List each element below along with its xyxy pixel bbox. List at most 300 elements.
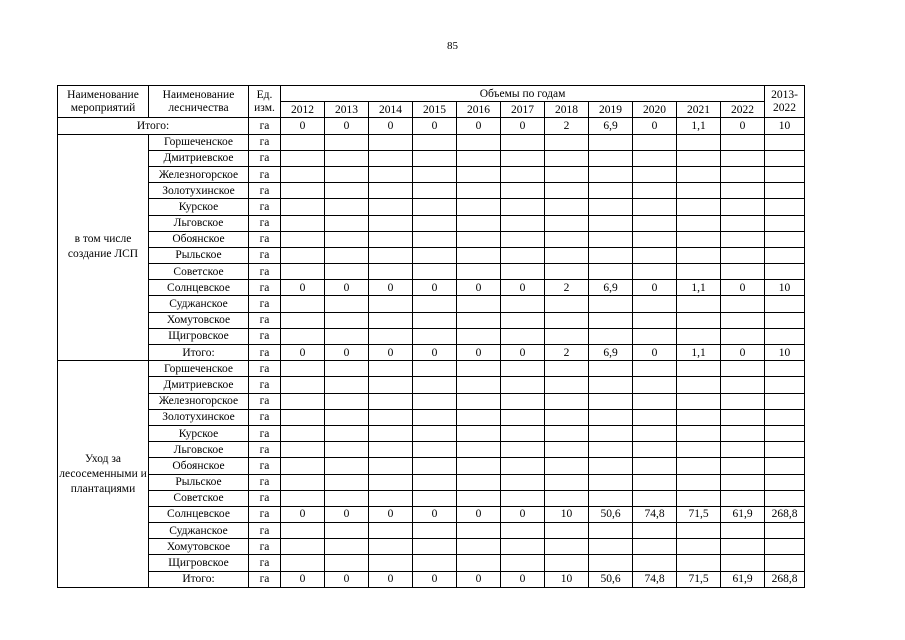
top-total-value-2015: 0	[413, 118, 457, 134]
value-cell-2015	[413, 231, 457, 247]
period-total-cell	[765, 199, 805, 215]
value-cell-2019	[589, 215, 633, 231]
value-cell-2017	[501, 312, 545, 328]
value-cell-2015	[413, 312, 457, 328]
value-cell-2022	[721, 555, 765, 571]
period-total-cell	[765, 442, 805, 458]
value-cell-2021	[677, 199, 721, 215]
value-cell-2017	[501, 199, 545, 215]
unit-cell: га	[249, 539, 281, 555]
value-cell-2019	[589, 312, 633, 328]
value-cell-2021	[677, 555, 721, 571]
table-row	[58, 199, 805, 215]
value-cell-2021	[677, 523, 721, 539]
period-total-cell	[765, 166, 805, 182]
top-total-value-2022: 0	[721, 118, 765, 134]
unit-cell: га	[249, 361, 281, 377]
unit-cell: га	[249, 166, 281, 182]
value-cell-2015	[413, 166, 457, 182]
value-cell-2018	[545, 425, 589, 441]
value-cell-2021	[677, 215, 721, 231]
value-cell-2016	[457, 134, 501, 150]
value-cell-2013	[325, 328, 369, 344]
value-cell-2017	[501, 296, 545, 312]
value-cell-2015	[413, 409, 457, 425]
activity-cell: в том числе создание ЛСП	[58, 134, 149, 361]
value-cell-2019	[589, 377, 633, 393]
value-cell-2015	[413, 539, 457, 555]
value-cell-2018: 2	[545, 345, 589, 361]
value-cell-2016	[457, 183, 501, 199]
value-cell-2019	[589, 442, 633, 458]
value-cell-2013	[325, 166, 369, 182]
value-cell-2015: 0	[413, 571, 457, 587]
value-cell-2019	[589, 393, 633, 409]
value-cell-2020	[633, 247, 677, 263]
table-row	[58, 183, 805, 199]
value-cell-2018	[545, 134, 589, 150]
value-cell-2013: 0	[325, 506, 369, 522]
value-cell-2021	[677, 425, 721, 441]
value-cell-2015	[413, 555, 457, 571]
value-cell-2013	[325, 215, 369, 231]
table-row	[58, 474, 805, 490]
period-total-cell	[765, 409, 805, 425]
forestry-cell: Советское	[149, 490, 249, 506]
forestry-cell: Щигровское	[149, 555, 249, 571]
value-cell-2022	[721, 425, 765, 441]
forestry-cell: Золотухинское	[149, 183, 249, 199]
value-cell-2022	[721, 490, 765, 506]
value-cell-2021	[677, 442, 721, 458]
value-cell-2012	[281, 474, 325, 490]
value-cell-2022: 0	[721, 345, 765, 361]
top-total-label: Итого:	[58, 118, 249, 134]
value-cell-2018	[545, 247, 589, 263]
value-cell-2022	[721, 166, 765, 182]
value-cell-2017	[501, 539, 545, 555]
value-cell-2020	[633, 523, 677, 539]
forestry-cell: Железногорское	[149, 166, 249, 182]
value-cell-2022	[721, 134, 765, 150]
value-cell-2013	[325, 425, 369, 441]
forestry-cell: Рыльское	[149, 247, 249, 263]
value-cell-2017: 0	[501, 280, 545, 296]
value-cell-2017	[501, 442, 545, 458]
header-volumes-by-year: Объемы по годам	[281, 86, 765, 102]
period-total-cell	[765, 523, 805, 539]
value-cell-2017	[501, 134, 545, 150]
unit-cell: га	[249, 425, 281, 441]
value-cell-2018	[545, 555, 589, 571]
value-cell-2014	[369, 377, 413, 393]
value-cell-2020	[633, 166, 677, 182]
value-cell-2018	[545, 166, 589, 182]
value-cell-2019	[589, 458, 633, 474]
value-cell-2020: 74,8	[633, 571, 677, 587]
value-cell-2021	[677, 393, 721, 409]
period-total-cell: 268,8	[765, 571, 805, 587]
value-cell-2017	[501, 425, 545, 441]
value-cell-2015	[413, 328, 457, 344]
value-cell-2012: 0	[281, 571, 325, 587]
value-cell-2021: 71,5	[677, 571, 721, 587]
value-cell-2014: 0	[369, 506, 413, 522]
value-cell-2018	[545, 312, 589, 328]
value-cell-2016	[457, 328, 501, 344]
value-cell-2015	[413, 377, 457, 393]
table-row	[58, 409, 805, 425]
value-cell-2014	[369, 231, 413, 247]
value-cell-2019	[589, 425, 633, 441]
value-cell-2012	[281, 361, 325, 377]
value-cell-2014	[369, 166, 413, 182]
forestry-cell: Итого:	[149, 345, 249, 361]
value-cell-2016	[457, 425, 501, 441]
period-total-cell	[765, 296, 805, 312]
table-row	[58, 264, 805, 280]
forestry-cell: Рыльское	[149, 474, 249, 490]
value-cell-2019	[589, 296, 633, 312]
value-cell-2018	[545, 264, 589, 280]
value-cell-2022	[721, 377, 765, 393]
table-row	[58, 425, 805, 441]
period-total-cell	[765, 377, 805, 393]
value-cell-2019	[589, 361, 633, 377]
unit-cell: га	[249, 523, 281, 539]
top-total-unit: га	[249, 118, 281, 134]
unit-cell: га	[249, 296, 281, 312]
value-cell-2014	[369, 523, 413, 539]
unit-cell: га	[249, 312, 281, 328]
header-year-2020: 2020	[633, 102, 677, 118]
value-cell-2016	[457, 474, 501, 490]
value-cell-2018: 10	[545, 571, 589, 587]
value-cell-2021: 1,1	[677, 280, 721, 296]
unit-cell: га	[249, 183, 281, 199]
value-cell-2014	[369, 199, 413, 215]
value-cell-2021	[677, 377, 721, 393]
value-cell-2014	[369, 134, 413, 150]
value-cell-2021	[677, 474, 721, 490]
value-cell-2022	[721, 458, 765, 474]
value-cell-2016	[457, 409, 501, 425]
period-total-cell	[765, 425, 805, 441]
value-cell-2018	[545, 215, 589, 231]
value-cell-2014: 0	[369, 571, 413, 587]
value-cell-2019	[589, 150, 633, 166]
value-cell-2017	[501, 166, 545, 182]
value-cell-2022	[721, 442, 765, 458]
value-cell-2022	[721, 215, 765, 231]
value-cell-2015	[413, 458, 457, 474]
value-cell-2016	[457, 458, 501, 474]
value-cell-2016	[457, 199, 501, 215]
value-cell-2022: 61,9	[721, 571, 765, 587]
header-year-2014: 2014	[369, 102, 413, 118]
period-total-cell	[765, 247, 805, 263]
value-cell-2020	[633, 393, 677, 409]
value-cell-2013	[325, 312, 369, 328]
value-cell-2017: 0	[501, 571, 545, 587]
table-row	[58, 345, 805, 361]
value-cell-2016	[457, 361, 501, 377]
value-cell-2017	[501, 328, 545, 344]
period-total-cell	[765, 393, 805, 409]
value-cell-2016	[457, 296, 501, 312]
value-cell-2018	[545, 474, 589, 490]
value-cell-2013	[325, 458, 369, 474]
top-total-value-2020: 0	[633, 118, 677, 134]
header-period-total: 2013-2022	[765, 86, 805, 118]
value-cell-2017	[501, 361, 545, 377]
value-cell-2021	[677, 183, 721, 199]
value-cell-2015: 0	[413, 345, 457, 361]
value-cell-2021	[677, 409, 721, 425]
value-cell-2013	[325, 393, 369, 409]
value-cell-2022	[721, 264, 765, 280]
value-cell-2020	[633, 361, 677, 377]
forestry-cell: Льговское	[149, 215, 249, 231]
value-cell-2018	[545, 183, 589, 199]
value-cell-2015	[413, 523, 457, 539]
table-row	[58, 328, 805, 344]
value-cell-2016	[457, 166, 501, 182]
header-year-2016: 2016	[457, 102, 501, 118]
value-cell-2012	[281, 409, 325, 425]
value-cell-2015	[413, 215, 457, 231]
value-cell-2019: 6,9	[589, 280, 633, 296]
forestry-cell: Суджанское	[149, 296, 249, 312]
table-row	[58, 555, 805, 571]
header-year-2018: 2018	[545, 102, 589, 118]
value-cell-2014	[369, 539, 413, 555]
value-cell-2013	[325, 474, 369, 490]
value-cell-2012	[281, 442, 325, 458]
value-cell-2012	[281, 183, 325, 199]
table-row	[58, 539, 805, 555]
value-cell-2019	[589, 134, 633, 150]
value-cell-2021: 1,1	[677, 345, 721, 361]
value-cell-2015	[413, 490, 457, 506]
period-total-cell	[765, 134, 805, 150]
value-cell-2020	[633, 425, 677, 441]
value-cell-2021	[677, 458, 721, 474]
value-cell-2018	[545, 328, 589, 344]
unit-cell: га	[249, 264, 281, 280]
value-cell-2022: 0	[721, 280, 765, 296]
value-cell-2021	[677, 264, 721, 280]
period-total-cell	[765, 539, 805, 555]
period-total-cell	[765, 215, 805, 231]
table-row	[58, 490, 805, 506]
value-cell-2016: 0	[457, 345, 501, 361]
value-cell-2020	[633, 328, 677, 344]
value-cell-2018	[545, 442, 589, 458]
value-cell-2020	[633, 150, 677, 166]
value-cell-2013	[325, 264, 369, 280]
value-cell-2013: 0	[325, 571, 369, 587]
period-total-cell	[765, 231, 805, 247]
forestry-cell: Золотухинское	[149, 409, 249, 425]
value-cell-2017	[501, 377, 545, 393]
value-cell-2015	[413, 264, 457, 280]
unit-cell: га	[249, 215, 281, 231]
table-row	[58, 150, 805, 166]
value-cell-2021	[677, 328, 721, 344]
value-cell-2020	[633, 555, 677, 571]
value-cell-2015	[413, 134, 457, 150]
value-cell-2013: 0	[325, 345, 369, 361]
unit-cell: га	[249, 199, 281, 215]
value-cell-2015	[413, 247, 457, 263]
value-cell-2017	[501, 231, 545, 247]
period-total-cell: 268,8	[765, 506, 805, 522]
value-cell-2012	[281, 555, 325, 571]
top-total-value-2019: 6,9	[589, 118, 633, 134]
forestry-cell: Хомутовское	[149, 312, 249, 328]
value-cell-2019	[589, 166, 633, 182]
unit-cell: га	[249, 409, 281, 425]
forestry-cell: Обоянское	[149, 458, 249, 474]
value-cell-2015	[413, 199, 457, 215]
value-cell-2015: 0	[413, 280, 457, 296]
forestry-cell: Горшеченское	[149, 134, 249, 150]
value-cell-2014	[369, 247, 413, 263]
table-row	[58, 377, 805, 393]
value-cell-2018	[545, 409, 589, 425]
value-cell-2012	[281, 264, 325, 280]
forestry-cell: Итого:	[149, 571, 249, 587]
forestry-cell: Дмитриевское	[149, 150, 249, 166]
top-total-value-2012: 0	[281, 118, 325, 134]
value-cell-2019	[589, 523, 633, 539]
forestry-cell: Обоянское	[149, 231, 249, 247]
forestry-cell: Дмитриевское	[149, 377, 249, 393]
table-row	[58, 231, 805, 247]
header-year-2019: 2019	[589, 102, 633, 118]
value-cell-2019	[589, 199, 633, 215]
value-cell-2014	[369, 393, 413, 409]
value-cell-2016	[457, 247, 501, 263]
value-cell-2013	[325, 134, 369, 150]
value-cell-2014	[369, 409, 413, 425]
value-cell-2021	[677, 150, 721, 166]
value-cell-2019	[589, 555, 633, 571]
value-cell-2012	[281, 150, 325, 166]
value-cell-2016	[457, 539, 501, 555]
value-cell-2022	[721, 409, 765, 425]
value-cell-2018: 2	[545, 280, 589, 296]
value-cell-2013	[325, 490, 369, 506]
value-cell-2016	[457, 312, 501, 328]
value-cell-2015: 0	[413, 506, 457, 522]
value-cell-2016	[457, 231, 501, 247]
value-cell-2020	[633, 377, 677, 393]
value-cell-2022	[721, 328, 765, 344]
value-cell-2015	[413, 425, 457, 441]
value-cell-2016: 0	[457, 506, 501, 522]
value-cell-2021	[677, 134, 721, 150]
value-cell-2012	[281, 215, 325, 231]
value-cell-2016: 0	[457, 280, 501, 296]
value-cell-2013	[325, 231, 369, 247]
forestry-cell: Солнцевское	[149, 280, 249, 296]
value-cell-2020: 0	[633, 280, 677, 296]
top-total-value-2014: 0	[369, 118, 413, 134]
value-cell-2018	[545, 296, 589, 312]
value-cell-2013	[325, 409, 369, 425]
value-cell-2013	[325, 555, 369, 571]
value-cell-2014	[369, 183, 413, 199]
value-cell-2018	[545, 150, 589, 166]
value-cell-2012	[281, 134, 325, 150]
value-cell-2021	[677, 247, 721, 263]
value-cell-2016	[457, 215, 501, 231]
value-cell-2012	[281, 231, 325, 247]
top-total-value-2016: 0	[457, 118, 501, 134]
forestry-cell: Солнцевское	[149, 506, 249, 522]
value-cell-2015	[413, 393, 457, 409]
header-year-2022: 2022	[721, 102, 765, 118]
value-cell-2019: 6,9	[589, 345, 633, 361]
value-cell-2014	[369, 474, 413, 490]
value-cell-2012	[281, 247, 325, 263]
value-cell-2017	[501, 458, 545, 474]
value-cell-2012: 0	[281, 280, 325, 296]
top-total-value-2013: 0	[325, 118, 369, 134]
value-cell-2014	[369, 296, 413, 312]
value-cell-2013	[325, 247, 369, 263]
value-cell-2020	[633, 312, 677, 328]
value-cell-2012: 0	[281, 345, 325, 361]
value-cell-2017: 0	[501, 345, 545, 361]
value-cell-2012	[281, 328, 325, 344]
value-cell-2014: 0	[369, 280, 413, 296]
unit-cell: га	[249, 442, 281, 458]
value-cell-2019	[589, 409, 633, 425]
forestry-cell: Льговское	[149, 442, 249, 458]
period-total-cell: 10	[765, 345, 805, 361]
value-cell-2012	[281, 312, 325, 328]
table-row	[58, 247, 805, 263]
value-cell-2019: 50,6	[589, 506, 633, 522]
value-cell-2016	[457, 523, 501, 539]
value-cell-2018	[545, 199, 589, 215]
value-cell-2020	[633, 490, 677, 506]
table-row	[58, 296, 805, 312]
forestry-cell: Горшеченское	[149, 361, 249, 377]
value-cell-2017	[501, 215, 545, 231]
value-cell-2021: 71,5	[677, 506, 721, 522]
value-cell-2013	[325, 377, 369, 393]
value-cell-2018	[545, 361, 589, 377]
value-cell-2012	[281, 296, 325, 312]
value-cell-2020	[633, 215, 677, 231]
value-cell-2019	[589, 183, 633, 199]
value-cell-2016: 0	[457, 571, 501, 587]
header-activity: Наименование мероприятий	[58, 86, 149, 118]
value-cell-2012	[281, 166, 325, 182]
top-total-period-total: 10	[765, 118, 805, 134]
value-cell-2020	[633, 296, 677, 312]
value-cell-2022	[721, 247, 765, 263]
value-cell-2021	[677, 166, 721, 182]
value-cell-2021	[677, 312, 721, 328]
value-cell-2022	[721, 231, 765, 247]
table-row	[58, 280, 805, 296]
period-total-cell	[765, 312, 805, 328]
